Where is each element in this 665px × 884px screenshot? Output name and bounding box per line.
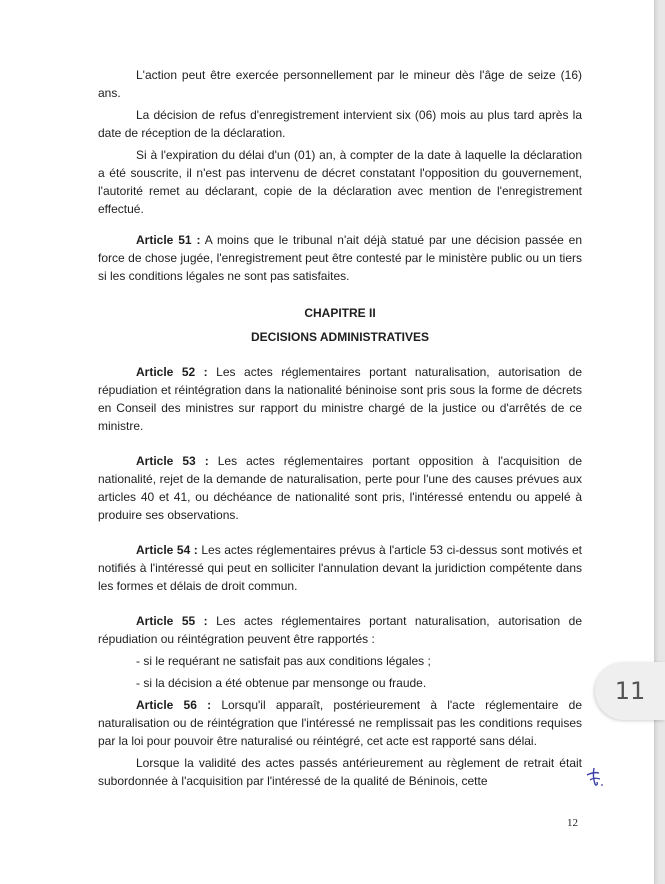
article-53-label: Article 53 : [136,454,209,468]
chapter-number: CHAPITRE II [304,306,376,320]
article-53 [98,452,582,524]
article-54-label: Article 54 : [136,543,198,557]
article-56-text: Lorsqu'il apparaît, postérieurement à l'acte réglementaire de naturalisation ou de réintégration que l'intéressé ne remplissait pas les conditions requises par la loi pour pouvoir être naturalisé ou réintégré, cet acte est rapporté sans délai. [98,698,582,748]
paragraph-age-limit: L'action peut être exercée personnellement par le mineur dès l'âge de seize (16) ans. [98,68,582,100]
article-51 [98,231,582,285]
article-51-label: Article 51 : [136,233,201,247]
article-53-text: Les actes réglementaires portant opposition à l'acquisition de nationalité, rejet de la demande de naturalisation, perte pour l'une des causes prévues aux articles 40 et 41, ou déchéance de nationalité sont pris, l'intéressé entendu ou appelé à produire ses observations. [98,454,583,522]
article-52-label: Article 52 : [136,365,208,379]
chapter-title: DECISIONS ADMINISTRATIVES [250,330,429,344]
article-52-text: Les actes réglementaires portant naturalisation, autorisation de répudiation et réintégration dans la nationalité béninoise sont pris sous la forme de décrets en Conseil des ministres sur rapport du ministre chargé de la justice ou d'arrêtés de ce ministre. [98,365,583,433]
handwritten-initial [584,766,606,788]
page-indicator-badge[interactable]: 11 [595,662,665,720]
page-number: 12 [567,817,578,829]
article-52 [98,363,582,435]
article-55 [98,612,582,648]
paragraph-registration-deadline: Si à l'expiration du délai d'un (01) an, à compter de la date à laquelle la déclaration a été souscrite, il n'est pas intervenu de décret constatant l'opposition du gouvernement, l'autorité remet au déclarant, copie de la déclaration avec mention de l'enregistrement effectué. [98,148,582,216]
article-51-text: A moins que le tribunal n'ait déjà statué par une décision passée en force de chose jugée, l'enregistrement peut être contesté par le ministère public ou un tiers si les conditions légales ne sont pas satisfaites. [98,233,582,283]
article-54 [98,541,582,595]
article-56-label: Article 56 : [136,698,212,712]
article-55-text: Les actes réglementaires portant naturalisation, autorisation de répudiation ou réintégration peuvent être rapportés : [98,614,583,646]
article-54-text: Les actes réglementaires prévus à l'article 53 ci-dessus sont motivés et notifiés à l'intéressé qui peut en solliciter l'annulation devant la juridiction compétente dans les formes et délais de droit commun. [98,543,582,593]
article-55-bullet: - si le requérant ne satisfait pas aux conditions légales ; [136,654,431,668]
page-content [98,66,582,790]
paragraph-refusal-delay: La décision de refus d'enregistrement intervient six (06) mois au plus tard après la date de réception de la déclaration. [98,108,582,140]
article-55-label: Article 55 : [136,614,208,628]
article-55-bullet: - si la décision a été obtenue par mensonge ou fraude. [136,676,427,690]
article-56-continuation: Lorsque la validité des actes passés antérieurement au règlement de retrait était subordonnée à l'acquisition par l'intéressé de la qualité de Béninois, cette [98,756,582,788]
article-56 [98,696,582,750]
